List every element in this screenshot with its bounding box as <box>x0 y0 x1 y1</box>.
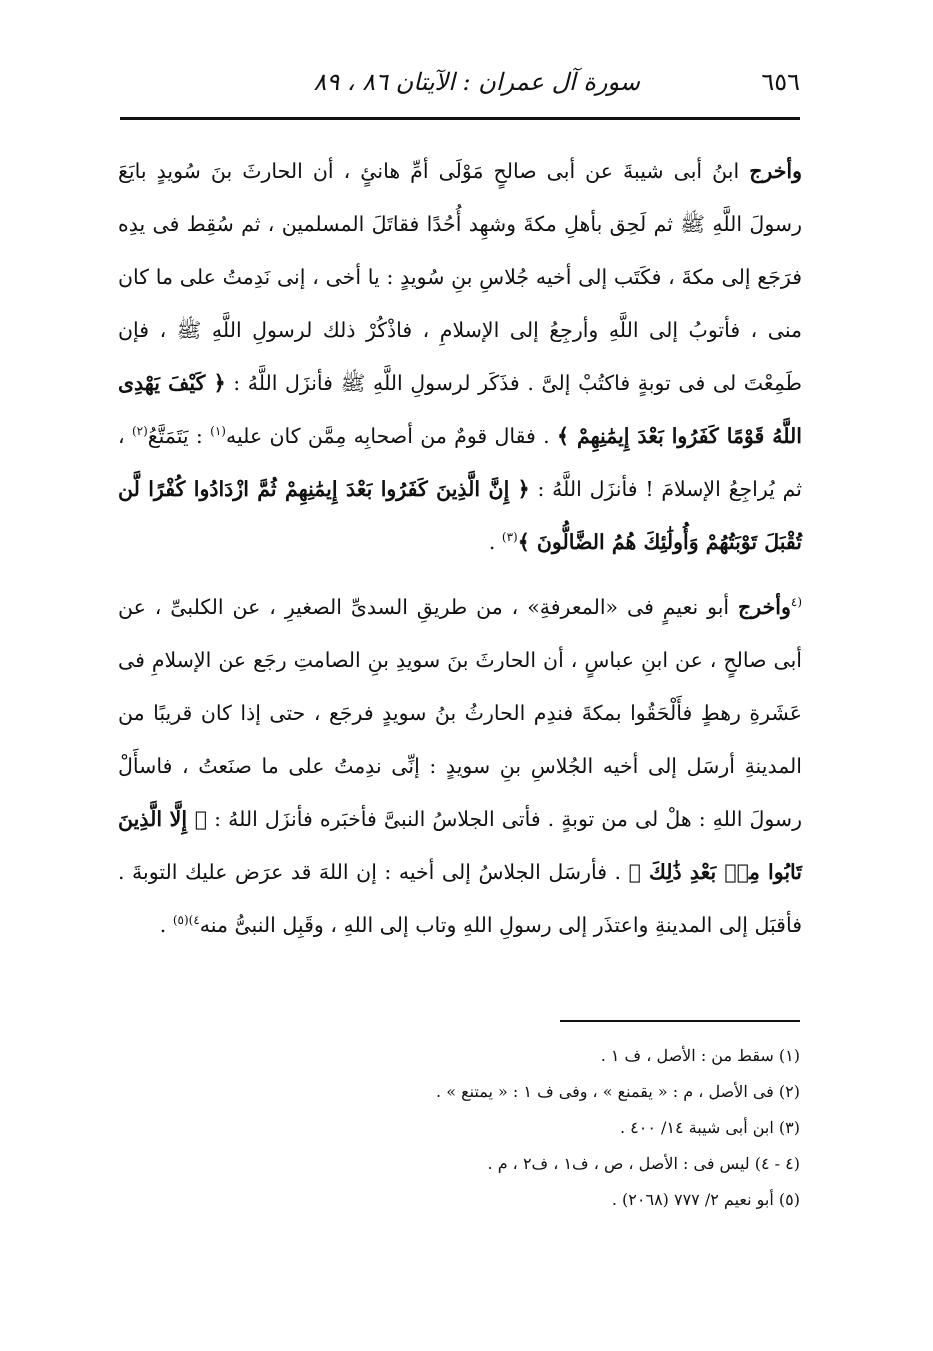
footnote: (٣) ابن أبى شيبة ١٤/ ٤٠٠ . <box>619 1118 800 1137</box>
footnote: (٢) فى الأصل ، م : « يقمنع » ، وفى ف ١ : « يمتنع » . <box>436 1082 800 1101</box>
page-number: ٦٥٦ <box>761 68 800 96</box>
running-head <box>120 62 800 112</box>
footnote: (١) سقط من : الأصل ، ف ١ . <box>600 1046 800 1065</box>
footnote-reference: ٤) <box>188 913 200 928</box>
paragraph-text: . فقال قومٌ من أصحابِه مِمَّن كان عليه <box>225 424 558 448</box>
paragraph <box>118 581 802 952</box>
footnote: (٥) أبو نعيم ٢/ ٧٧٧ (٢٠٦٨) . <box>611 1190 800 1209</box>
footnote-reference: (٢) <box>131 424 148 439</box>
footnote: (٤ - ٤) ليس فى : الأصل ، ص ، ف١ ، ف٢ ، م . <box>487 1154 800 1173</box>
footnote-rule <box>560 1020 800 1022</box>
paragraph-text: ، ثم يُراجِعُ الإسلامَ ! فأنزَل اللَّهُ : <box>118 424 802 501</box>
paragraph-text: أبو نعيمٍ فى «المعرفةِ» ، من طريقِ السدىِّ الصغيرِ ، عن الكلبىِّ ، عن أبى صالحٍ ، عن ابنِ عباسٍ ، أن الحارثَ بنَ سويدِ بنِ الصامتِ رجَع عن الإسلامِ فى عَشَرةِ رهطٍ فأَلْحَقُوا بمكةَ فندِم الحارثُ بنُ سويدٍ فرجَع ، حتى إذا كان قريبًا من المدينةِ أرسَل إلى أخيه الجُلاسِ بنِ سويدٍ : إنِّى ندِمتُ على ما صنَعتُ ، فاسأَلْ رسولَ اللهِ : هلْ لى من توبةٍ . فأتى الجلاسُ النبىَّ فأخبَره فأنزَل اللهُ : <box>118 595 803 831</box>
paragraph-text: . <box>159 913 173 937</box>
main-text <box>118 145 802 952</box>
footnote-reference: (٤ <box>790 595 802 610</box>
footnote-reference: (٣) <box>501 530 518 545</box>
header-rule <box>120 117 800 120</box>
footnotes <box>300 1038 800 1218</box>
paragraph-text: : يَتَمَتَّعُ <box>147 424 211 448</box>
paragraph-lead-word: وأخرج <box>738 595 791 619</box>
quran-quote: ﴿ كَيْفَ يَهْدِى اللَّهُ قَوْمًا كَفَرُوا بَعْدَ إِيمَٰنِهِمْ ﴾ <box>118 371 802 448</box>
paragraph-text: ابنُ أبى شيبةَ عن أبى صالحٍ مَوْلَى أمِّ هانئٍ ، أن الحارثَ بنَ سُويدٍ بايَعَ رسولَ اللَّهِ ﷺ ثم لَحِق بأهلِ مكةَ وشهِد أُحُدًا فقاتَلَ المسلمين ، ثم سُقِط فى يدِه فرَجَع إلى مكةَ ، فكَتَب إلى أخيه جُلاسِ بنِ سُويدٍ : يا أخى ، إنى نَدِمتُ على ما كان منى ، فأتوبُ إلى اللَّهِ وأرجِعُ إلى الإسلامِ ، فاذْكُرْ ذلك لرسولِ اللَّهِ ﷺ ، فإن طَمِعْتَ لى فى توبةٍ فاكتُبْ إلىَّ . فذَكَر لرسولِ اللَّهِ ﷺ فأنزَل اللَّهُ : <box>118 159 802 395</box>
paragraph-text: . فأرسَل الجلاسُ إلى أخيه : إن اللهَ قد عرَض عليك التوبةَ . فأقبَل إلى المدينةِ واعتذَر إلى رسولِ اللهِ وتاب إلى اللهِ ، وقَبِل النبىُّ منه <box>118 860 802 937</box>
running-head-title: سورة آل عمران : الآيتان ٨٦ ، ٨٩ <box>313 68 640 96</box>
footnote-reference: (١) <box>210 424 226 439</box>
paragraph-lead-word: وأخرج <box>749 159 802 183</box>
quran-quote: ﴿ إِلَّا الَّذِينَ تَابُوا مِنۢ بَعْدِ ذَٰلِكَ ﴾ <box>118 807 802 884</box>
paragraph-text: . <box>488 530 502 554</box>
quran-quote: ﴿ إِنَّ الَّذِينَ كَفَرُوا بَعْدَ إِيمَٰنِهِمْ ثُمَّ ازْدَادُوا كُفْرًا لَّن تُقْبَلَ تَوْبَتُهُمْ وَأُولَٰئِكَ هُمُ الضَّالُّونَ ﴾ <box>118 477 802 554</box>
footnote-reference: (٥) <box>172 913 189 928</box>
paragraph <box>118 145 802 569</box>
